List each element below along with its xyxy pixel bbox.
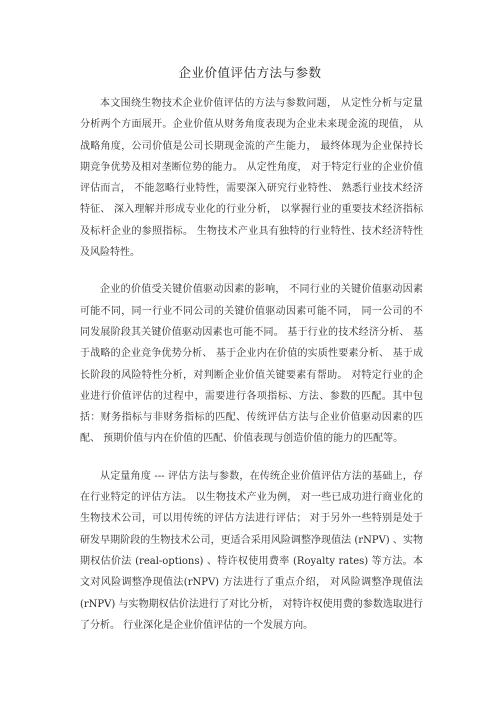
paragraph-1: 本文围绕生物技术企业价值评估的方法与参数问题， 从定性分析与定量分析两个方面展开。企业价值从财务角度表现为企业未来现金流的现值， 从战略角度，公司价值是公司长期现金流的产生能力， 最终体现为企业保持长期竞争优势及相对垄断位势的能力。 从定性角度， 对于特定行业的企业价值评估而言， 不能忽略行业特性，需要深入研究行业特性、 熟悉行业技术经济特征、 深入理解并形成专业化的行业分析， 以掌握行业的重要技术经济指标及标杆企业的参照指标。 生物技术产业具有独特的行业特性、技术经济特性及风险特性。 [80,98,423,259]
paragraph-3: 从定量角度 --- 评估方法与参数，在传统企业价值评估方法的基础上，存在行业特定的评估方法。 以生物技术产业为例， 对一些已成功进行商业化的生物技术公司，可以用传统的评估方法进行评估； 对于另外一些特别是处于研发早期阶段的生物技术公司，更适合采用风险调整净现值法 (rNPV) 、实物期权估价法 (real-options) 、特许权使用费率 (Royalty rates) 等方法。本文对风险调整净现值法(rNPV) 方法进行了重点介绍， 对风险调整净现值法 (rNPV) 与实物期权估价法进行了对比分析， 对特许权使用费的参数选取进行了分析。 行业深化是企业价值评估的一个发展方向。 [80,470,423,631]
paragraph-2: 企业的价值受关键价值驱动因素的影响， 不同行业的关键价值驱动因素可能不同，同一行业不同公司的关键价值驱动因素可能不同， 同一公司的不同发展阶段其关键价值驱动因素也可能不同。 基于行业的技术经济分析、 基于战略的企业竞争优势分析、 基于企业内在价值的实质性要素分析、 基于成长阶段的风险特性分析，对判断企业价值关键要素有帮助。 对特定行业的企业进行价值评估的过程中，需要进行各项指标、方法、参数的匹配。其中包括：财务指标与非财务指标的匹配、传统评估方法与企业价值驱动因素的匹配、 预期价值与内在价值的匹配、价值表现与创造价值的能力的匹配等。 [80,284,423,445]
document-body [80,93,423,636]
document-title: 企业价值评估方法与参数 [178,65,322,80]
